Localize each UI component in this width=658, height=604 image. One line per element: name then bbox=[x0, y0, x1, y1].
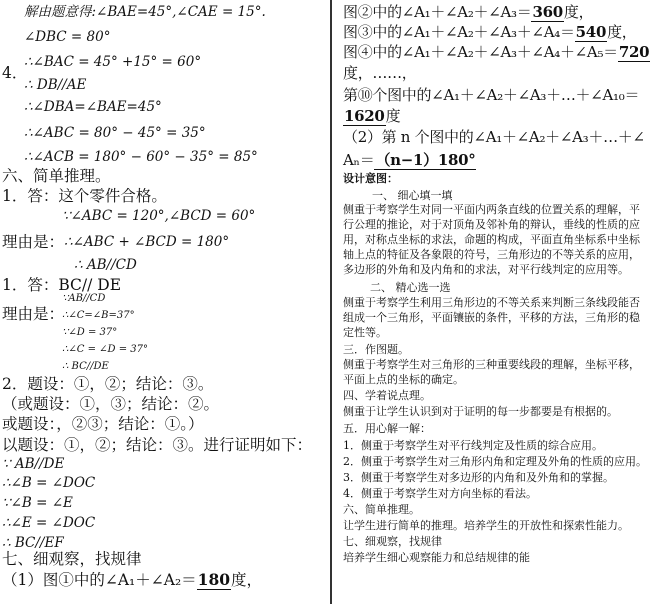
figure-4-answer: 720 bbox=[618, 43, 650, 61]
nth-figure-answer: （n−1）180° bbox=[375, 151, 476, 169]
design-heading-3: 三．作图题。 bbox=[343, 343, 409, 356]
figure-10-line: 第⑩个图中的∠A₁＋∠A₂＋∠A₃＋…＋∠A₁₀＝ bbox=[343, 86, 640, 104]
design-paragraph-line: 让学生进行简单的推理。培养学生的开放性和探索性能力。 bbox=[343, 519, 629, 532]
design-paragraph-line: 培养学生细心观察能力和总结规律的能 bbox=[343, 551, 530, 564]
answer-line: 以题设：①，②；结论：③。进行证明如下： bbox=[2, 436, 313, 454]
design-paragraph-line: 用，对称点坐标的求法，命题的构成，平面直角坐标系中坐标 bbox=[343, 233, 640, 246]
figure-10-suffix: 度 bbox=[385, 107, 401, 125]
figure-1-answer: 180 bbox=[197, 570, 231, 589]
answer-line: 1．答：这个零件合格。 bbox=[2, 187, 167, 205]
math-line: ∴∠DBA=∠BAE=45° bbox=[24, 99, 162, 115]
answer-line: 2．题设：①，②；结论：③。 bbox=[2, 375, 214, 393]
math-line: ∴∠B = ∠DOC bbox=[2, 475, 96, 491]
proof-step: ∴ BC//DE bbox=[62, 361, 109, 372]
nth-figure-answer-line bbox=[343, 151, 476, 169]
design-paragraph-line: 定性等。 bbox=[343, 326, 387, 339]
figure-2-line bbox=[343, 3, 593, 21]
math-line: ∴∠ACB = 180° − 60° − 35° = 85° bbox=[24, 149, 258, 165]
answer-line: 或题设：，②③；结论：①。） bbox=[2, 415, 204, 433]
design-paragraph-line: 多边形的外角和及内角和的求法，对平行线判定的应用等。 bbox=[343, 263, 629, 276]
figure-1-line bbox=[2, 571, 262, 589]
section-heading: 七、细观察，找规律 bbox=[2, 550, 142, 568]
figure-3-suffix: 度， bbox=[607, 23, 637, 41]
design-paragraph-line: 轴上点的特征及各象限的符号，三角形边的不等关系的应用， bbox=[343, 248, 640, 261]
figure-1-prefix: （1）图①中的∠A₁＋∠A₂＝ bbox=[2, 571, 197, 589]
design-heading-5: 五．用心解一解： bbox=[343, 422, 431, 435]
figure-3-line bbox=[343, 23, 637, 41]
figure-2-prefix: 图②中的∠A₁＋∠A₂＋∠A₃＝ bbox=[343, 3, 532, 21]
math-line: ∴ DB//AE bbox=[24, 77, 87, 93]
figure-10-answer: 1620 bbox=[344, 107, 385, 125]
column-divider bbox=[330, 0, 332, 604]
design-heading-1: 一、 细心填一填 bbox=[372, 189, 453, 202]
math-line: ∴ AB//CD bbox=[74, 257, 137, 273]
question-number: 4． bbox=[2, 64, 28, 82]
figure-4-prefix: 图④中的∠A₁＋∠A₂＋∠A₃＋∠A₄＋∠A₅＝ bbox=[343, 43, 618, 61]
answer-line: 1．答：BC// DE bbox=[2, 276, 122, 294]
math-line: ∴∠BAC = 45° +15° = 60° bbox=[24, 54, 202, 70]
nth-figure-line: （2）第 n 个图中的∠A₁＋∠A₂＋∠A₃＋…＋∠ bbox=[343, 128, 645, 146]
math-line: ∴ BC//EF bbox=[2, 535, 64, 551]
design-list-item: 1．侧重于考察学生对平行线判定及性质的综合应用。 bbox=[343, 439, 603, 452]
design-paragraph-line: 侧重于考察学生对同一平面内两条直线的位置关系的理解，平 bbox=[343, 203, 640, 216]
design-list-item: 3．侧重于考察学生对多边形的内角和及外角和的掌握。 bbox=[343, 471, 614, 484]
reason-label: 理由是： bbox=[2, 233, 65, 251]
nth-figure-lead: Aₙ＝ bbox=[343, 151, 375, 169]
design-heading-4: 四、学着说点理。 bbox=[343, 389, 431, 402]
design-intent-title: 设计意图： bbox=[343, 172, 398, 185]
proof-step: ∵AB//CD bbox=[62, 293, 106, 304]
figure-2-suffix: 度， bbox=[563, 3, 594, 21]
figure-4-line bbox=[343, 43, 650, 61]
continuation-line: 度，……， bbox=[343, 64, 417, 82]
proof-step: ∴∠C = ∠D = 37° bbox=[62, 344, 148, 355]
math-line: ∴∠ABC + ∠BCD = 180° bbox=[64, 234, 230, 250]
design-heading-2: 二、 精心选一选 bbox=[370, 281, 451, 294]
design-paragraph-line: 行公理的推论，对于对顶角及邻补角的辩认，垂线的性质的应 bbox=[343, 218, 640, 231]
figure-10-answer-line bbox=[343, 107, 400, 125]
design-heading-7: 七、细观察，找规律 bbox=[343, 535, 442, 548]
math-line: ∴∠E = ∠DOC bbox=[2, 515, 96, 531]
design-list-item: 4．侧重于考察学生对方向坐标的看法。 bbox=[343, 487, 537, 500]
design-paragraph-line: 侧重于让学生认识到对于证明的每一步都要是有根据的。 bbox=[343, 405, 618, 418]
solution-intro: 解由题意得:∠BAE=45°,∠CAE = 15°. bbox=[24, 4, 266, 20]
proof-step: ∴∠C=∠B=37° bbox=[62, 310, 135, 321]
proof-step: ∵∠D = 37° bbox=[62, 327, 118, 338]
design-list-item: 2．侧重于考察学生对三角形内角和定理及外角的性质的应用。 bbox=[343, 455, 647, 468]
figure-2-answer: 360 bbox=[532, 3, 563, 21]
design-paragraph-line: 侧重于考察学生利用三角形边的不等关系来判断三条线段能否 bbox=[343, 296, 640, 309]
math-line: ∵∠ABC = 120°,∠BCD = 60° bbox=[62, 208, 256, 224]
design-paragraph-line: 平面上点的坐标的确定。 bbox=[343, 373, 464, 386]
design-paragraph-line: 组成一个三角形，平面镶嵌的条件，平移的方法，三角形的稳 bbox=[343, 311, 640, 324]
answer-line: （或题设：①，③；结论：②。 bbox=[2, 395, 220, 413]
design-paragraph-line: 侧重于考察学生对三角形的三种重要线段的理解，坐标平移， bbox=[343, 358, 640, 371]
figure-1-suffix: 度， bbox=[231, 571, 263, 589]
reason-label: 理由是： bbox=[2, 305, 65, 323]
figure-3-answer: 540 bbox=[575, 23, 607, 41]
section-heading: 六、简单推理。 bbox=[2, 167, 111, 185]
math-line: ∵∠B = ∠E bbox=[2, 495, 73, 511]
math-line: ∠DBC = 80° bbox=[24, 29, 111, 45]
figure-3-prefix: 图③中的∠A₁＋∠A₂＋∠A₃＋∠A₄＝ bbox=[343, 23, 575, 41]
math-line: ∵ AB//DE bbox=[2, 456, 65, 472]
math-line: ∴∠ABC = 80° − 45° = 35° bbox=[24, 125, 206, 141]
design-heading-6: 六、简单推理。 bbox=[343, 503, 420, 516]
